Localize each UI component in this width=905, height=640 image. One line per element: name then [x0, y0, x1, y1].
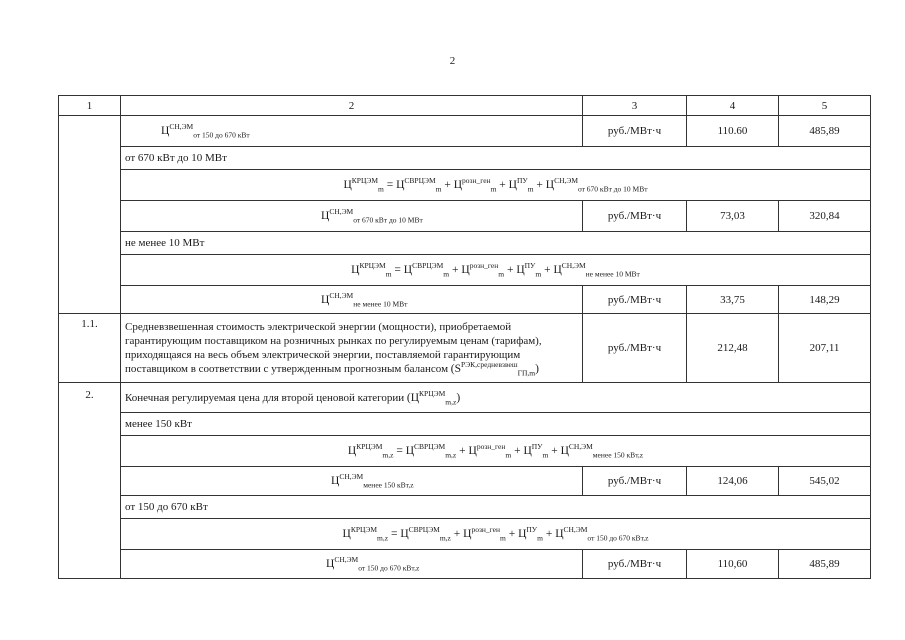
unit-cell: руб./МВт·ч	[583, 286, 687, 314]
table-row	[59, 436, 871, 467]
range-label: от 150 до 670 кВт	[121, 496, 871, 519]
formula: $Ц^{КРЦЭМ}_{m,z} = Ц^{СВРЦЭМ}_{m,z} + Ц^{розн\_ген}_m + Ц^{ПУ}_m + Ц^{СН,ЭМ}_{от 150 до 670 кВт,z}$	[342, 525, 649, 543]
unit-cell: руб./МВт·ч	[583, 314, 687, 383]
range-label: от 670 кВт до 10 МВт	[121, 147, 871, 170]
value-col-5: 545,02	[779, 467, 871, 496]
table-row	[59, 383, 871, 413]
range-label: менее 150 кВт	[121, 413, 871, 436]
header-col-4: 4	[687, 96, 779, 116]
unit-cell: руб./МВт·ч	[583, 116, 687, 147]
row-number-cell	[59, 116, 121, 314]
formula-row	[121, 170, 871, 201]
value-col-4: 110,60	[687, 550, 779, 579]
table-row	[59, 519, 871, 550]
table-row	[59, 314, 871, 383]
formula: $Ц^{КРЦЭМ}_m = Ц^{СВРЦЭМ}_m + Ц^{розн\_ген}_m + Ц^{ПУ}_m + Ц^{СН,ЭМ}_{не менее 10 МВт}$	[351, 261, 640, 279]
table-row	[59, 413, 871, 436]
table-row	[59, 147, 871, 170]
formula-row	[121, 519, 871, 550]
header-col-1: 1	[59, 96, 121, 116]
header-col-2: 2	[121, 96, 583, 116]
header-col-3: 3	[583, 96, 687, 116]
value-col-4: 212,48	[687, 314, 779, 383]
row-number: 1.1.	[59, 314, 121, 383]
table-row	[59, 232, 871, 255]
page-number: 2	[449, 55, 456, 67]
value-col-5: 148,29	[779, 286, 871, 314]
unit-cell: руб./МВт·ч	[583, 550, 687, 579]
table-row	[59, 550, 871, 579]
row-number: 2.	[59, 383, 121, 579]
component-label: $Ц^{СН,ЭМ}_{менее 150 кВт,z}$	[121, 467, 583, 496]
table-row	[59, 496, 871, 519]
unit-cell: руб./МВт·ч	[583, 201, 687, 232]
row-description: Средневзвешенная стоимость электрической энергии (мощности), приобретаемой гарантирующим поставщиком на розничных рынках по регулируемым ценам (тарифам), приходящаяся на весь объем электрической энергии, поставляемой гарантирующим поставщиком в соответствии с утвержденным прогнозным балансом $(S^{РЭК,средневзвеш}_{ГП,m})$	[121, 314, 583, 383]
unit-cell: руб./МВт·ч	[583, 467, 687, 496]
table-header-row	[59, 96, 871, 116]
header-col-5: 5	[779, 96, 871, 116]
table-row	[59, 116, 871, 147]
table-row	[59, 170, 871, 201]
value-col-4: 73,03	[687, 201, 779, 232]
value-col-4: 110.60	[687, 116, 779, 147]
table-row	[59, 255, 871, 286]
value-col-5: 485,89	[779, 116, 871, 147]
value-col-4: 124,06	[687, 467, 779, 496]
range-label: не менее 10 МВт	[121, 232, 871, 255]
component-label: $Ц^{СН,ЭМ}_{от 670 кВт до 10 МВт}$	[121, 201, 583, 232]
value-col-4: 33,75	[687, 286, 779, 314]
formula: $Ц^{КРЦЭМ}_{m,z} = Ц^{СВРЦЭМ}_{m,z} + Ц^{розн\_ген}_m + Ц^{ПУ}_m + Ц^{СН,ЭМ}_{менее 150 кВт,z}$	[347, 442, 644, 460]
table-row	[59, 286, 871, 314]
value-col-5: 320,84	[779, 201, 871, 232]
table-row	[59, 467, 871, 496]
value-col-5: 207,11	[779, 314, 871, 383]
component-label: $Ц^{СН,ЭМ}_{от 150 до 670 кВт}$	[121, 116, 583, 147]
value-col-5: 485,89	[779, 550, 871, 579]
tariff-table	[58, 95, 871, 579]
formula: $Ц^{КРЦЭМ}_m = Ц^{СВРЦЭМ}_m + Ц^{розн\_ген}_m + Ц^{ПУ}_m + Ц^{СН,ЭМ}_{от 670 кВт до 10 МВт}$	[343, 176, 648, 194]
component-label: $Ц^{СН,ЭМ}_{от 150 до 670 кВт,z}$	[121, 550, 583, 579]
formula-row	[121, 436, 871, 467]
formula-row	[121, 255, 871, 286]
section-title: Конечная регулируемая цена для второй ценовой категории $(Ц^{КРЦЭМ}_{m,z})$	[121, 383, 871, 413]
table-row	[59, 201, 871, 232]
component-label: $Ц^{СН,ЭМ}_{не менее 10 МВт}$	[121, 286, 583, 314]
